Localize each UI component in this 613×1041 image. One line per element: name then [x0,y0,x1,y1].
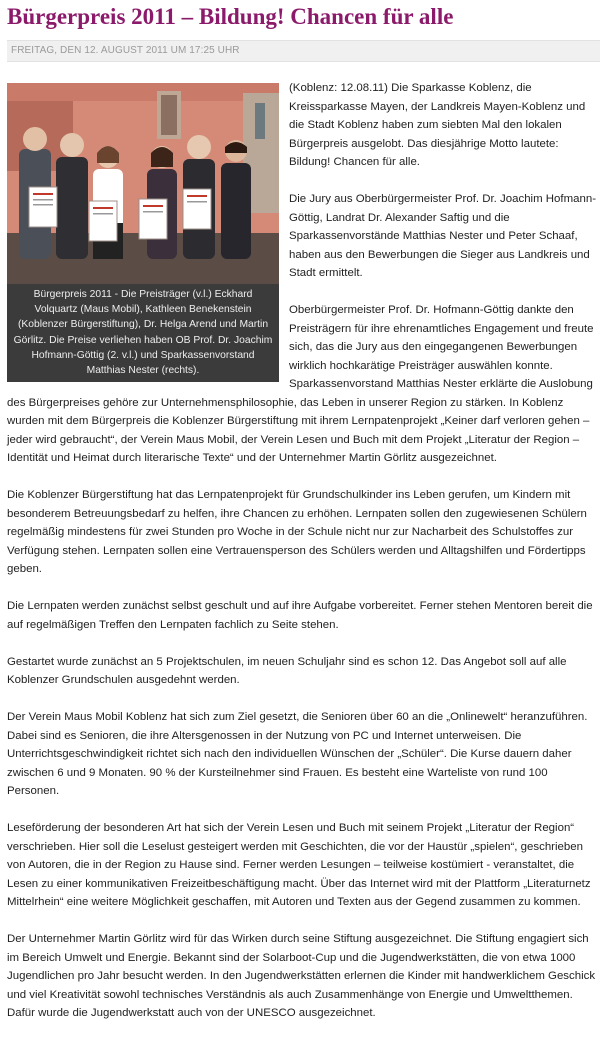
article-paragraph: Der Verein Maus Mobil Koblenz hat sich zum Ziel gesetzt, die Senioren über 60 an die „Onlinewelt“ heranzuführen. Dabei sind es Senioren, die ihre Altersgenossen in der Nutzung von PC und Internet unterweisen. Die Unterrichtsgeschwindigkeit richtet sich nach den individuellen Wünschen der „Schüler“. Die Kurse dauern daher zwischen 6 und 9 Monaten. 90 % der Kursteilnehmer sind Frauen. Es besteht eine Warteliste von rund 100 Personen. [7,711,588,797]
article-dateline: FREITAG, DEN 12. AUGUST 2011 UM 17:25 UHR [7,40,600,62]
article-paragraph: Der Unternehmer Martin Görlitz wird für das Wirken durch seine Stiftung ausgezeichnet. Die Stiftung engagiert sich im Bereich Umwelt und Energie. Bekannt sind der Solarboot-Cup und die Jugendwerkstätten, die von etwa 1000 Jugendlichen pro Jahr besucht werden. In den Jugendwerkstätten erlernen die Kinder mit handwerklichem Geschick und viel Kreativität sowohl technisches Verständnis als auch Zusammenhänge von Energie und Umweltthemen. Dafür wurde die Jugendwerkstatt auch von der UNESCO ausgezeichnet. [7,933,596,1019]
article-body [7,79,600,1041]
article-photo [7,83,279,284]
article-paragraph: Die Lernpaten werden zunächst selbst geschult und auf ihre Aufgabe vorbereitet. Ferner stehen Mentoren bereit die auf regelmäßigen Treffen den Lernpaten fachlich zu Seite stehen. [7,600,593,631]
article-paragraph: Oberbürgermeister Prof. Dr. Hofmann-Göttig dankte den Preisträgern für ihre ehrenamtliches Engagement und freute sich, das die Jury aus den eingegangenen Bewerbungen wirklich hochkarätige Preisträger auswählen konnte. Sparkassenvorstand Matthias Nester erklärte die Auslobung des Bürgerpreises gehöre zur Unternehmensphilosophie, das Leben in unserer Region zu stärken. In Koblenz wurden mit dem Bürgerpreis die Koblenzer Bürgerstiftung mit ihrem Lernpatenprojekt „Keiner darf verloren gehen – jeder wird gebraucht“, der Verein Maus Mobil, der Verein Lesen und Buch mit dem Projekt „Literatur der Region – Identität und Heimat durch literarische Texte“ und der Unternehmer Martin Görlitz ausgezeichnet. [7,304,594,464]
article-paragraph: Gestartet wurde zunächst an 5 Projektschulen, im neuen Schuljahr sind es schon 12. Das Angebot soll auf alle Koblenzer Grundschulen ausgedehnt werden. [7,655,567,686]
article-paragraph: (Koblenz: 12.08.11) Die Sparkasse Koblenz, die Kreissparkasse Mayen, der Landkreis Mayen-Koblenz und die Stadt Koblenz haben zum siebten Mal den lokalen Bürgerpreis ausgelobt. Das diesjährige Motto lautete: Bildung! Chancen für alle. [289,82,586,168]
article-figure [7,83,279,382]
photo-caption: Bürgerpreis 2011 - Die Preisträger (v.l.) Eckhard Volquartz (Maus Mobil), Kathleen Benekenstein (Koblenzer Bürgerstiftung), Dr. Helga Arend und Martin Görlitz. Die Preise verliehen haben OB Prof. Dr. Joachim Hofmann-Göttig (2. v.l.) und Sparkassenvorstand Matthias Nester (rechts). [7,284,279,382]
article-paragraph: Leseförderung der besonderen Art hat sich der Verein Lesen und Buch mit seinem Projekt „Literatur der Region“ verschrieben. Hier soll die Leselust gesteigert werden mit Geschichten, die vor der Haustür „spielen“, geschrieben von Autoren, die in der Region zu Hause sind. Ferner werden Lesungen – teilweise kostümiert - veranstaltet, die Lesen zu einer kommunikativen Freizeitbeschäftigung macht. Über das Internet wird mit der Plattform „Literaturnetz Mittelrhein“ eine weitere Möglichkeit geschaffen, mit Autoren und Texten aus der Gegend zusammen zu kommen. [7,822,591,908]
article-paragraph: Die Jury aus Oberbürgermeister Prof. Dr. Joachim Hofmann-Göttig, Landrat Dr. Alexander Saftig und die Sparkassenvorstände Matthias Nester und Peter Schaaf, haben aus den Bewerbungen die Sieger aus Landkreis und Stadt ermittelt. [289,193,597,279]
article-title: Bürgerpreis 2011 – Bildung! Chancen für alle [7,4,454,29]
article-paragraph: Die Koblenzer Bürgerstiftung hat das Lernpatenprojekt für Grundschulkinder ins Leben gerufen, um Kindern mit besonderem Betreuungsbedarf zu helfen, ihre Chancen zu erhöhen. Lernpaten sollen den zugewiesenen Schülern regelmäßig mindestens für zwei Stunden pro Woche in der Schule nicht nur zur Nacharbeit des Schulstoffes zur Verfügung stehen. Lernpaten sollen eine Vertrauensperson des Schülers werden und Alltagshilfen und Fördertipps geben. [7,489,587,575]
